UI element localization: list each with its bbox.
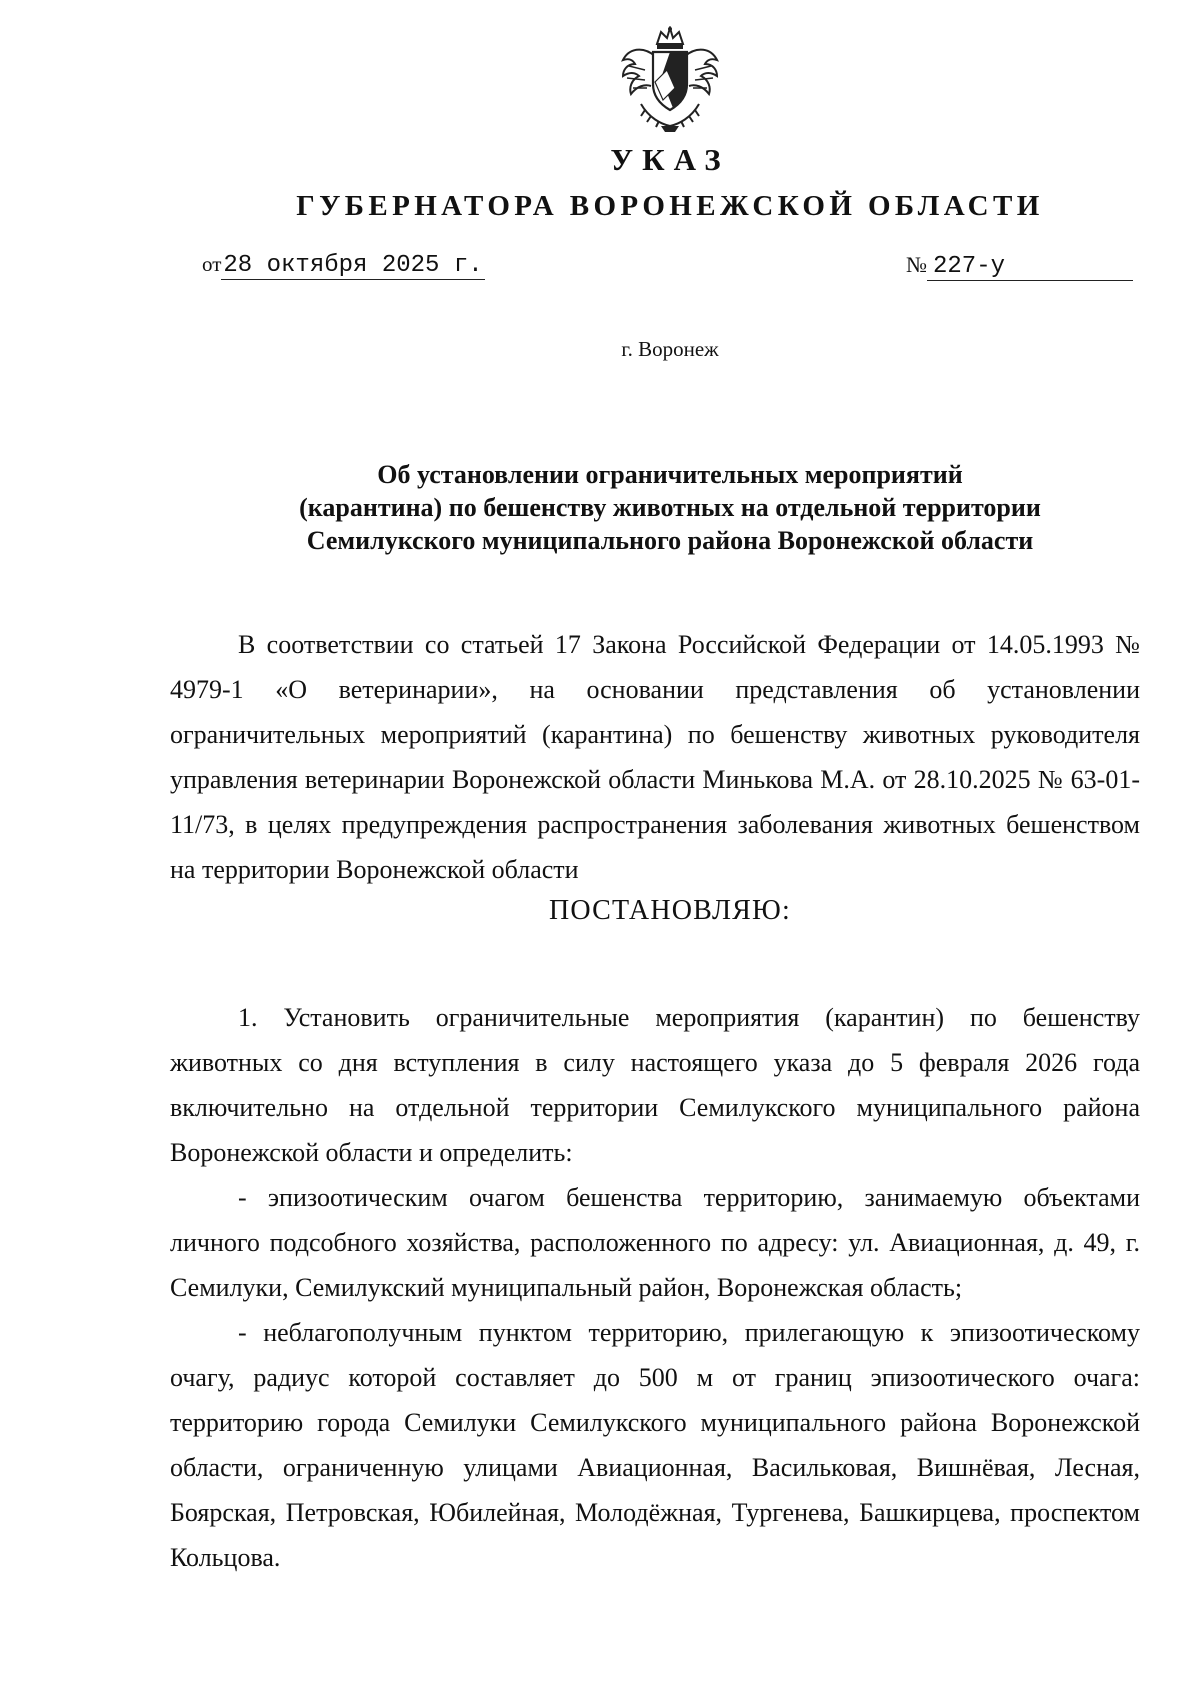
subject-line: (карантина) по бешенству животных на отдельной территории	[299, 493, 1041, 522]
document-type-heading: УКАЗ	[610, 142, 730, 177]
document-date	[202, 252, 485, 280]
date-prefix: от	[202, 252, 222, 276]
subitem-paragraph: - неблагополучным пунктом территорию, прилегающую к эпизоотическому очагу, радиус которой составляет до 500 м от границ эпизоотического очага: территорию города Семилуки Семилукского муниципального района Воронежской области, ограниченную улицами Авиационная, Васильковая, Вишнёвая, Лесная, Боярская, Петровская, Юбилейная, Молодёжная, Тургенева, Башкирцева, проспектом Кольцова.	[170, 1318, 1140, 1572]
subitem-paragraph: - эпизоотическим очагом бешенства территорию, занимаемую объектами личного подсобного хозяйства, расположенного по адресу: ул. Авиационная, д. 49, г. Семилуки, Семилукский муниципальный район, Воронежская область;	[170, 1183, 1140, 1302]
preamble-paragraph: В соответствии со статьей 17 Закона Российской Федерации от 14.05.1993 № 4979-1 «О ветеринарии», на основании представления об установлении ограничительных мероприятий (карантина) по бешенству животных руководителя управления ветеринарии Воронежской области Минькова М.А. от 28.10.2025 № 63-01-11/73, в целях предупреждения распространения заболевания животных бешенством на территории Воронежской области	[170, 630, 1140, 884]
number-value: 227-у	[927, 254, 1133, 281]
subject-line: Об установлении ограничительных мероприятий	[377, 460, 963, 489]
preamble-block	[170, 622, 1140, 892]
date-value: 28 октября 2025 г.	[223, 252, 483, 279]
subject-line: Семилукского муниципального района Воронежской области	[306, 526, 1034, 555]
decree-word: ПОСТАНОВЛЯЮ:	[548, 895, 792, 926]
issuer-heading: ГУБЕРНАТОРА ВОРОНЕЖСКОЙ ОБЛАСТИ	[296, 190, 1044, 222]
number-prefix: №	[906, 252, 927, 277]
document-subject	[240, 458, 1100, 557]
city-line: г. Воронеж	[621, 337, 719, 361]
coat-of-arms-voronezh-icon	[615, 26, 725, 134]
item-1-paragraph: 1. Установить ограничительные мероприятия (карантин) по бешенству животных со дня вступления в силу настоящего указа до 5 февраля 2026 года включительно на отдельной территории Семилукского муниципального района Воронежской области и определить:	[170, 1003, 1140, 1167]
items-block	[170, 995, 1140, 1580]
document-number	[906, 252, 1133, 281]
